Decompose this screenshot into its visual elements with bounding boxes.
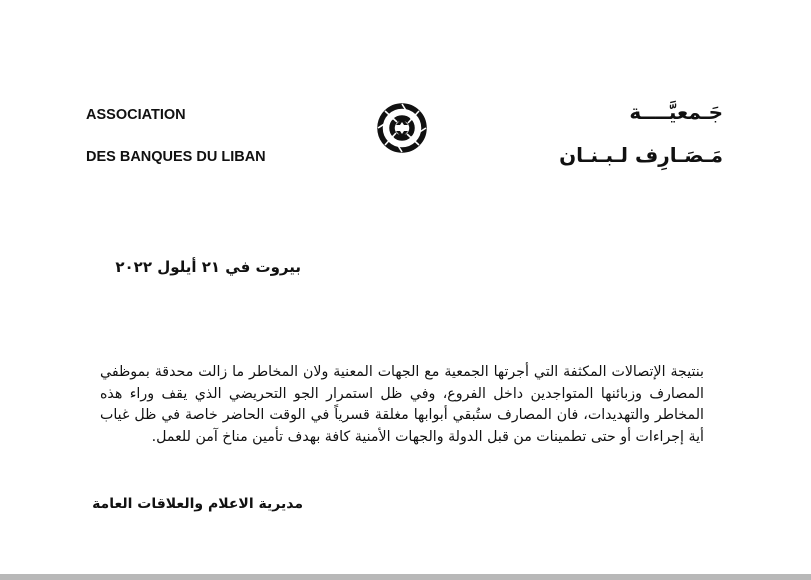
association-name-arabic-line1: جَـمعيَّــــة	[629, 100, 723, 124]
abl-knot-emblem-icon	[374, 100, 430, 156]
signature-department: مديرية الاعلام والعلاقات العامة	[92, 496, 303, 512]
association-name-arabic-line2: مَـصَـارِف لـبـنـان	[559, 143, 723, 167]
page-edge-shadow	[0, 574, 811, 580]
statement-body: بنتيجة الإتصالات المكثفة التي أجرتها الجمعية مع الجهات المعنية ولان المخاطر ما زالت محدقة بموظفي المصارف وزبائنها المتواجدين داخل الفروع، وفي ظل استمرار الجو التحريضي الذي يقف وراء هذه المخاطر والتهديدات، فان المصارف ستُبقي أبوابها مغلقة قسرياً في الوقت الحاضر خاصة في ظل غياب أية إجراءات أو حتى تطمينات من قبل الدولة والجهات الأمنية كافة بهدف تأمين مناخ آمن للعمل.	[100, 364, 704, 445]
letter-date: بيروت في ٢١ أيلول ٢٠٢٢	[115, 258, 301, 276]
association-name-latin-line2: DES BANQUES DU LIBAN	[86, 149, 266, 165]
association-name-latin-line1: ASSOCIATION	[86, 107, 186, 123]
